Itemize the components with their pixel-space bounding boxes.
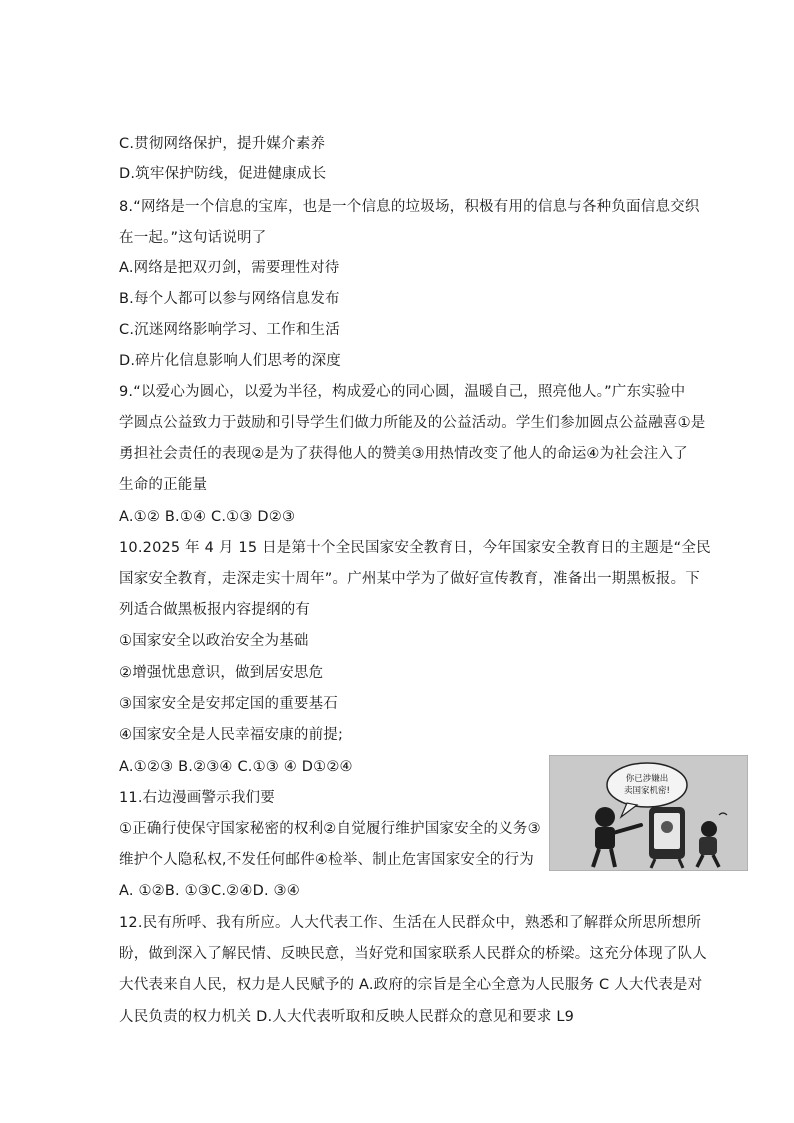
option-8c: C.沉迷网络影响学习、工作和生活 [119,322,340,338]
question-8-line2: 在一起。”这句话说明了 [119,230,267,246]
question-12-line4: 人民负责的权力机关 D.人大代表听取和反映人民群众的意见和要求 L9 [119,1009,575,1025]
question-11-options: A. ①②B. ①③C.②④D. ③④ [119,883,300,899]
question-10-line2: 国家安全教育，走深走实十周年”。广州某中学为了做好宣传教育，准备出一期黑板报。下 [119,571,701,587]
question-11-line3: 维护个人隐私权,不发任何邮件④检举、制止危害国家安全的行为 [119,852,534,868]
cartoon-illustration [549,755,748,871]
question-12-line3: 大代表来自人民，权力是人民赋予的 A.政府的宗旨是全心全意为人民服务 C 人大代表是对 [119,977,703,993]
statement-10-1: ①国家安全以政治安全为基础 [119,633,309,649]
option-8b: B.每个人都可以参与网络信息发布 [119,291,340,307]
question-11-stem: 11.右边漫画警示我们要 [119,790,275,806]
question-10-line1: 10.2025 年 4 月 15 日是第十个全民国家安全教育日，今年国家安全教育日的主题是“全民 [119,540,711,556]
question-11-line2: ①正确行使保守国家秘密的权利②自觉履行维护国家安全的义务③ [119,821,541,837]
question-9-options: A.①② B.①④ C.①③ D②③ [119,509,296,525]
question-12-line1: 12.民有所呼、我有所应。人大代表工作、生活在人民群众中，熟悉和了解群众所思所想所 [119,915,702,931]
question-10-line3: 列适合做黑板报内容提纲的有 [119,602,311,618]
question-12-line2: 盼，做到深入了解民情、反映民意，当好党和国家联系人民群众的桥梁。这充分体现了队人 [119,946,707,962]
question-9-line3: 勇担社会责任的表现②是为了获得他人的赞美③用热情改变了他人的命运④为社会注入了 [119,446,688,462]
question-9-line2: 学圆点公益致力于鼓励和引导学生们做力所能及的公益活动。学生们参加圆点公益融喜①是 [119,415,706,431]
statement-10-4: ④国家安全是人民幸福安康的前提; [119,727,344,743]
question-9-line1: 9.“以爱心为圆心，以爱为半径，构成爱心的同心圆，温暖自己，照亮他人。”广东实验中 [119,384,686,400]
phone-character [649,807,685,868]
option-7c: C.贯彻网络保护，提升媒介素养 [119,136,326,152]
bubble-text-line1: 你已涉嫌出 [625,774,669,784]
statement-10-2: ②增强忧患意识，做到居安思危 [119,665,324,681]
question-10-options: A.①②③ B.②③④ C.①③ ④ D①②④ [119,759,353,775]
option-8d: D.碎片化信息影响人们思考的深度 [119,353,341,369]
question-8-line1: 8.“网络是一个信息的宝库，也是一个信息的垃圾场，积极有用的信息与各种负面信息交织 [119,199,700,215]
bubble-text-line2: 卖国家机密! [624,786,670,796]
option-8a: A.网络是把双刃剑，需要理性对待 [119,260,340,276]
question-9-line4: 生命的正能量 [119,477,208,493]
option-7d: D.筑牢保护防线，促进健康成长 [119,166,327,182]
statement-10-3: ③国家安全是安邦定国的重要基石 [119,696,338,712]
